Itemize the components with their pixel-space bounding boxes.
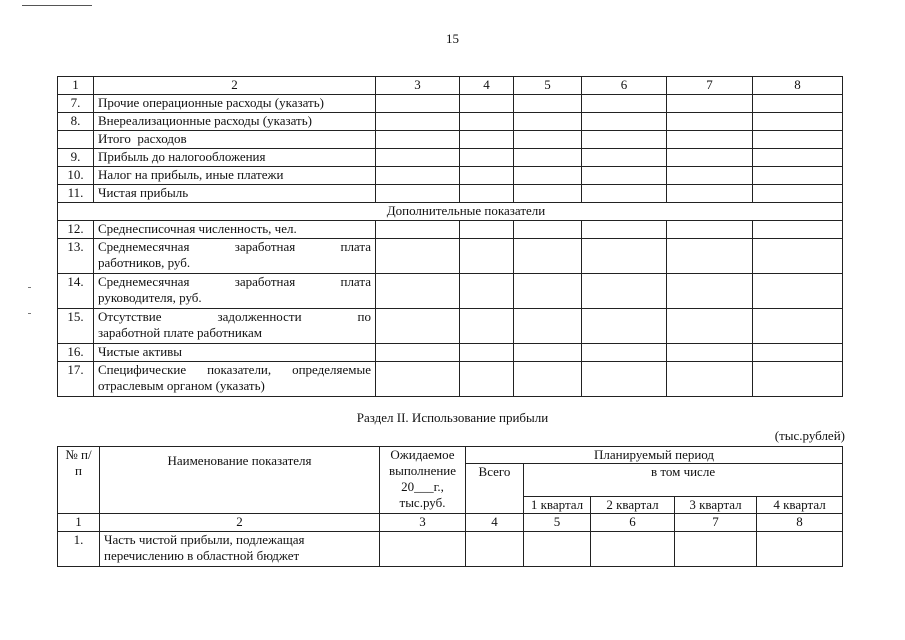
row-number: 17. bbox=[58, 362, 94, 397]
row-number: 1. bbox=[58, 532, 100, 567]
table-row bbox=[58, 131, 843, 149]
index-cell: 5 bbox=[524, 514, 591, 532]
label-word: плата bbox=[340, 239, 371, 254]
table-row bbox=[58, 185, 843, 203]
subheader-row bbox=[58, 203, 843, 221]
label-word: заработная bbox=[234, 274, 296, 289]
row-number: 8. bbox=[58, 113, 94, 131]
row-number: 14. bbox=[58, 274, 94, 309]
margin-mark bbox=[28, 313, 31, 314]
table-row bbox=[58, 149, 843, 167]
header-name: Наименование показателя bbox=[100, 447, 380, 514]
row-number bbox=[58, 131, 94, 149]
row-number: 16. bbox=[58, 344, 94, 362]
units-label: (тыс.рублей) bbox=[774, 428, 845, 443]
header-cell: 8 bbox=[753, 77, 843, 95]
profit-usage-table bbox=[57, 446, 843, 567]
label-word: Отсутствие bbox=[98, 309, 162, 324]
section-subheader: Дополнительные показатели bbox=[58, 203, 843, 221]
row-label: Среднесписочная численность, чел. bbox=[94, 221, 376, 239]
index-cell: 1 bbox=[58, 514, 100, 532]
label-word: Среднемесячная bbox=[98, 274, 190, 289]
indicators-table bbox=[57, 76, 843, 397]
index-cell: 4 bbox=[466, 514, 524, 532]
row-label bbox=[94, 239, 376, 274]
row-label: Налог на прибыль, иные платежи bbox=[94, 167, 376, 185]
table-row bbox=[58, 221, 843, 239]
row-number: 12. bbox=[58, 221, 94, 239]
table-row bbox=[58, 344, 843, 362]
top-rule bbox=[22, 5, 92, 6]
table-row bbox=[58, 362, 843, 397]
row-label: Чистые активы bbox=[94, 344, 376, 362]
row-number: 13. bbox=[58, 239, 94, 274]
header-num: № п/п bbox=[58, 447, 100, 514]
header-row bbox=[58, 77, 843, 95]
row-number: 11. bbox=[58, 185, 94, 203]
header-cell: 7 bbox=[667, 77, 753, 95]
header-row bbox=[58, 447, 843, 464]
table-row bbox=[58, 532, 843, 567]
header-q1: 1 квартал bbox=[524, 497, 591, 514]
header-cell: 5 bbox=[514, 77, 582, 95]
label-word: Среднемесячная bbox=[98, 239, 190, 254]
row-label: Внереализационные расходы (указать) bbox=[94, 113, 376, 131]
page-number: 15 bbox=[446, 31, 459, 46]
label-word: заработная bbox=[234, 239, 296, 254]
header-q4: 4 квартал bbox=[757, 497, 843, 514]
index-cell: 7 bbox=[675, 514, 757, 532]
header-planned: Планируемый период bbox=[466, 447, 843, 464]
table-row bbox=[58, 113, 843, 131]
row-label bbox=[94, 309, 376, 344]
row-label: Прибыль до налогообложения bbox=[94, 149, 376, 167]
row-number: 9. bbox=[58, 149, 94, 167]
label-line: руководителя, руб. bbox=[98, 290, 202, 305]
index-cell: 6 bbox=[591, 514, 675, 532]
row-number: 10. bbox=[58, 167, 94, 185]
header-cell: 6 bbox=[582, 77, 667, 95]
row-number: 15. bbox=[58, 309, 94, 344]
label-word: по bbox=[357, 309, 371, 324]
row-number: 7. bbox=[58, 95, 94, 113]
row-label: Прочие операционные расходы (указать) bbox=[94, 95, 376, 113]
index-cell: 3 bbox=[380, 514, 466, 532]
margin-mark bbox=[28, 287, 31, 288]
index-cell: 8 bbox=[757, 514, 843, 532]
row-label: Чистая прибыль bbox=[94, 185, 376, 203]
header-q3: 3 квартал bbox=[675, 497, 757, 514]
table-row bbox=[58, 274, 843, 309]
label-word: задолженности bbox=[217, 309, 302, 324]
header-total: Всего bbox=[466, 464, 524, 514]
table-row bbox=[58, 309, 843, 344]
index-row bbox=[58, 514, 843, 532]
header-cell: 1 bbox=[58, 77, 94, 95]
header-q2: 2 квартал bbox=[591, 497, 675, 514]
table-row bbox=[58, 95, 843, 113]
header-cell: 2 bbox=[94, 77, 376, 95]
label-line: заработной плате работникам bbox=[98, 325, 262, 340]
row-label: Специфические показатели, определяемые отраслевым органом (указать) bbox=[94, 362, 376, 397]
header-cell: 3 bbox=[376, 77, 460, 95]
row-label: Итого расходов bbox=[94, 131, 376, 149]
header-expected: Ожидаемое выполнение 20___г., тыс.руб. bbox=[380, 447, 466, 514]
table-row bbox=[58, 239, 843, 274]
label-word: плата bbox=[340, 274, 371, 289]
row-label: Часть чистой прибыли, подлежащая перечислению в областной бюджет bbox=[100, 532, 380, 567]
header-cell: 4 bbox=[460, 77, 514, 95]
table-row bbox=[58, 167, 843, 185]
row-label bbox=[94, 274, 376, 309]
header-including: в том числе bbox=[524, 464, 843, 497]
label-line: работников, руб. bbox=[98, 255, 191, 270]
section-title: Раздел II. Использование прибыли bbox=[356, 410, 549, 425]
index-cell: 2 bbox=[100, 514, 380, 532]
